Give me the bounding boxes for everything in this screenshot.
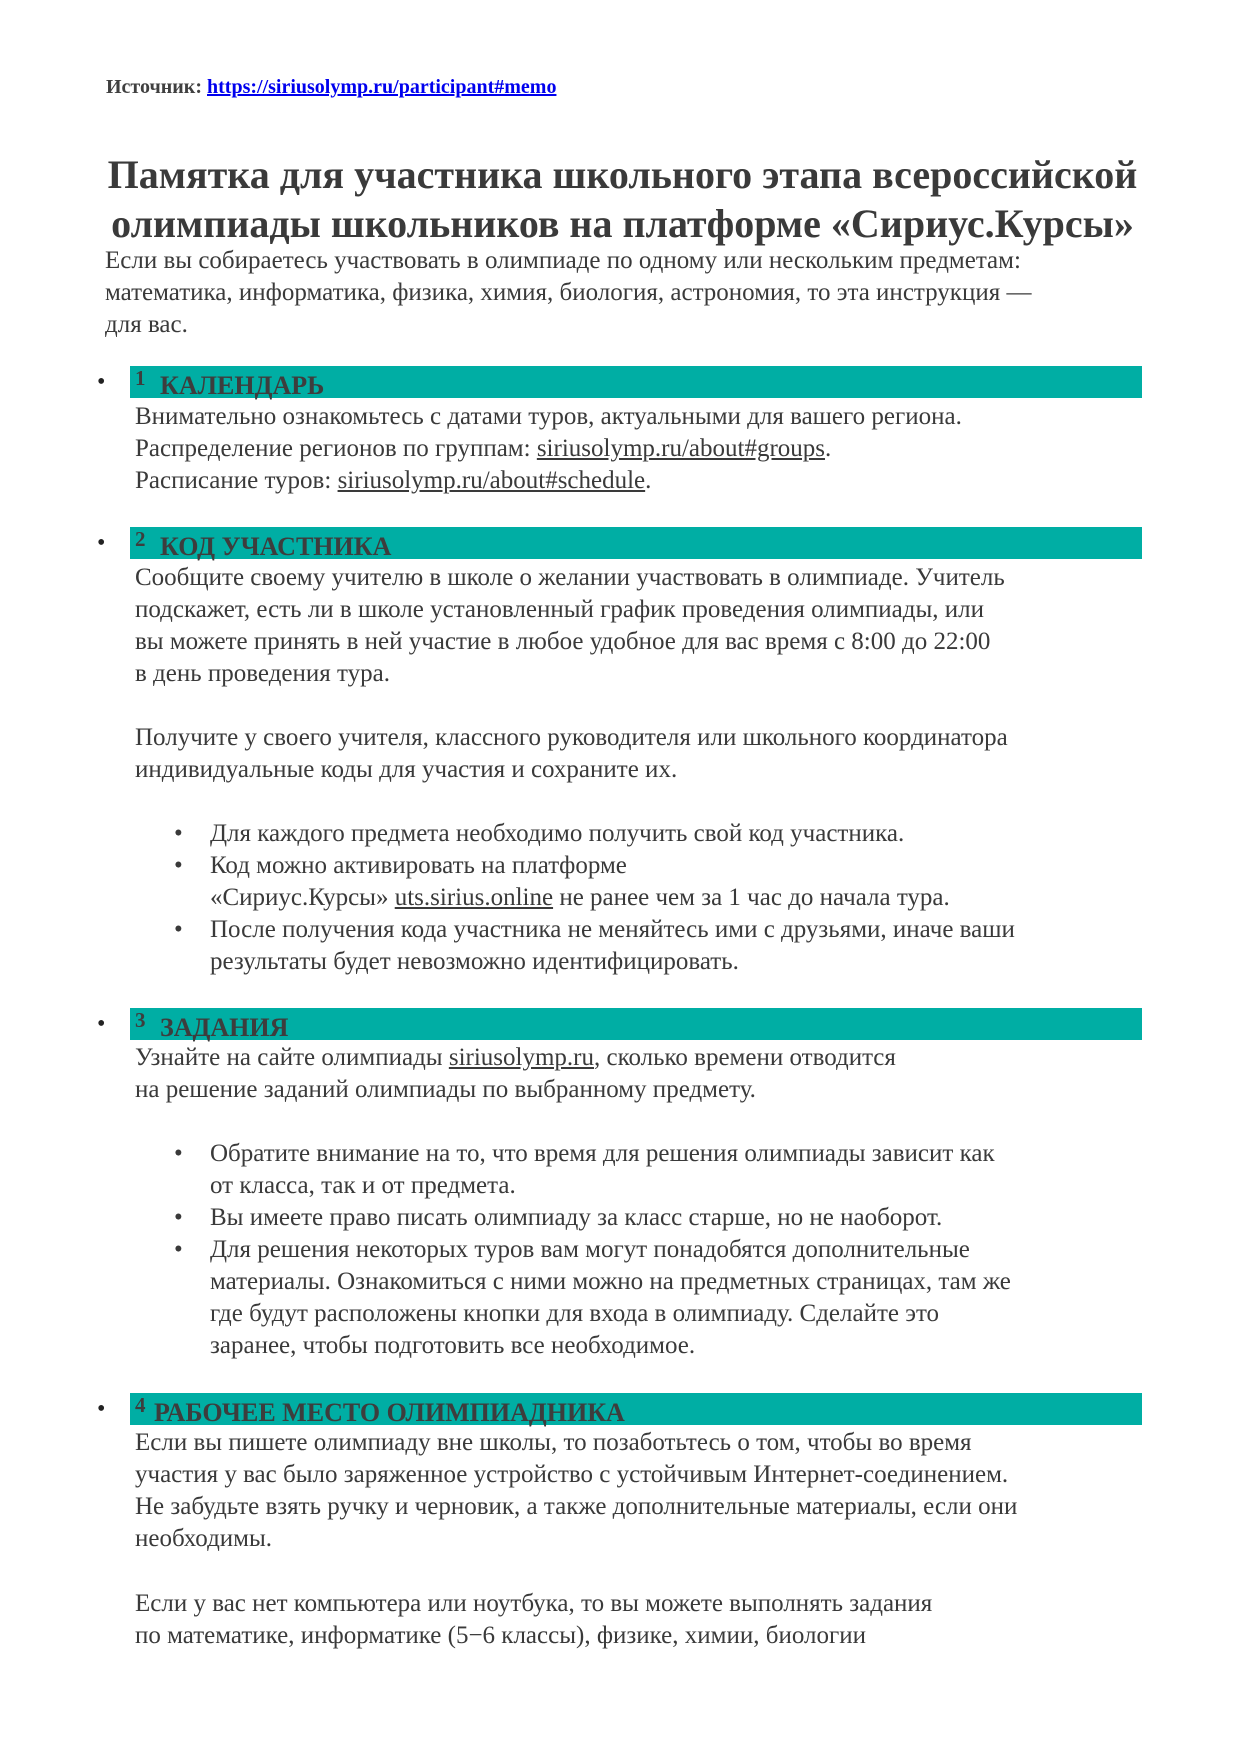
participant-code-bullets (210, 818, 1145, 978)
body-line: Получите у своего учителя, классного руководителя или школьного координатора (135, 724, 1008, 751)
section-body-participant-code (135, 562, 1145, 690)
list-item (210, 1234, 1145, 1362)
section-title: КАЛЕНДАРЬ (160, 371, 325, 400)
section-number: 1 (135, 366, 146, 390)
body-line: на решение заданий олимпиады по выбранному предмету. (135, 1076, 756, 1103)
bullet-icon: • (97, 1396, 106, 1422)
body-line: Внимательно ознакомьтесь с датами туров, актуальными для вашего региона. (135, 403, 962, 430)
body-text: . (825, 435, 832, 462)
intro-paragraph (105, 245, 1165, 341)
uts-sirius-link[interactable]: uts.sirius.online (394, 884, 554, 911)
body-line: Если вы пишете олимпиаду вне школы, то позаботьтесь о том, чтобы во время (135, 1429, 972, 1456)
schedule-link[interactable]: siriusolymp.ru/about#schedule (337, 467, 646, 494)
body-text: Распределение регионов по группам: (135, 435, 537, 462)
list-item (210, 1202, 1145, 1234)
body-line: в день проведения тура. (135, 660, 390, 687)
body-line: Не забудьте взять ручку и черновик, а также дополнительные материалы, если они (135, 1493, 1018, 1520)
bullet-icon: • (97, 530, 106, 556)
section-body-tasks (135, 1042, 1145, 1106)
body-text: . (645, 467, 652, 494)
bullet-icon: • (97, 369, 106, 395)
body-line: участия у вас было заряженное устройство с устойчивым Интернет-соединением. (135, 1461, 1009, 1488)
body-text: Узнайте на сайте олимпиады (135, 1044, 449, 1071)
intro-line: математика, информатика, физика, химия, биология, астрономия, то эта инструкция — (105, 279, 1032, 306)
intro-line: Если вы собираетесь участвовать в олимпиаде по одному или нескольким предметам: (105, 247, 1021, 274)
list-item (210, 1138, 1145, 1202)
body-text: Расписание туров: (135, 467, 338, 494)
list-item-text: Вы имеете право писать олимпиаду за класс старше, но не наоборот. (210, 1204, 943, 1231)
section-body-participant-code-2 (135, 722, 1145, 786)
list-item (210, 850, 1145, 914)
body-line: вы можете принять в ней участие в любое удобное для вас время с 8:00 до 22:00 (135, 628, 991, 655)
body-line: Если у вас нет компьютера или ноутбука, то вы можете выполнять задания (135, 1590, 933, 1617)
page-title (100, 150, 1145, 248)
list-item-text: • Для решения некоторых туров вам могут понадобятся дополнительные (210, 1236, 970, 1263)
section-number: 4 (135, 1393, 146, 1417)
list-item-text: заранее, чтобы подготовить все необходимое. (210, 1332, 696, 1359)
bullet-icon: • (97, 1011, 106, 1037)
list-item-text: от класса, так и от предмета. (210, 1172, 516, 1199)
section-body-calendar (135, 401, 1145, 497)
body-line: подскажет, есть ли в школе установленный график проведения олимпиады, или (135, 596, 985, 623)
body-line: по математике, информатике (5−6 классы), физике, химии, биологии (135, 1622, 866, 1649)
section-body-workplace-2 (135, 1588, 1145, 1652)
section-title: РАБОЧЕЕ МЕСТО ОЛИМПИАДНИКА (154, 1398, 625, 1427)
body-line (135, 465, 1145, 497)
body-text: , сколько времени отводится (594, 1044, 896, 1071)
body-line: Сообщите своему учителю в школе о желании участвовать в олимпиаде. Учитель (135, 564, 1005, 591)
source-line (106, 76, 556, 99)
source-label: Источник: (106, 76, 202, 98)
body-line: необходимы. (135, 1525, 273, 1552)
list-item-text: «Сириус.Курсы» (210, 884, 395, 911)
section-header-workplace (97, 1393, 1142, 1427)
title-line-2: олимпиады школьников на платформе «Сириус.Курсы» (111, 201, 1134, 246)
section-header-calendar (97, 366, 1142, 400)
list-item (210, 914, 1145, 978)
groups-link[interactable]: siriusolymp.ru/about#groups (536, 435, 826, 462)
list-item-text: • Код можно активировать на платформе (210, 852, 627, 879)
list-item-text (210, 882, 1145, 914)
section-body-workplace (135, 1427, 1145, 1555)
list-item-text: не ранее чем за 1 час до начала тура. (553, 884, 950, 911)
list-item (210, 818, 1145, 850)
list-item-text: • Обратите внимание на то, что время для решения олимпиады зависит как (210, 1140, 995, 1167)
intro-line: для вас. (105, 311, 188, 338)
body-line (135, 433, 1145, 465)
body-line: индивидуальные коды для участия и сохраните их. (135, 756, 678, 783)
section-number: 3 (135, 1008, 146, 1032)
list-item-text: где будут расположены кнопки для входа в олимпиаду. Сделайте это (210, 1300, 940, 1327)
section-title: ЗАДАНИЯ (160, 1013, 289, 1042)
list-item-text: Для каждого предмета необходимо получить свой код участника. (210, 820, 905, 847)
tasks-bullets (210, 1138, 1145, 1362)
body-line (135, 1042, 1145, 1074)
section-title: КОД УЧАСТНИКА (160, 532, 392, 561)
list-item-text: • После получения кода участника не меняйтесь ими с друзьями, иначе ваши (210, 916, 1015, 943)
section-header-participant-code (97, 527, 1142, 561)
title-line-1: Памятка для участника школьного этапа всероссийской (107, 152, 1138, 197)
siriusolymp-link[interactable]: siriusolymp.ru (448, 1044, 594, 1071)
section-header-tasks (97, 1008, 1142, 1042)
list-item-text: результаты будет невозможно идентифицировать. (210, 948, 739, 975)
section-number: 2 (135, 527, 146, 551)
source-link[interactable]: https://siriusolymp.ru/participant#memo (207, 76, 557, 98)
list-item-text: материалы. Ознакомиться с ними можно на предметных страницах, там же (210, 1268, 1011, 1295)
